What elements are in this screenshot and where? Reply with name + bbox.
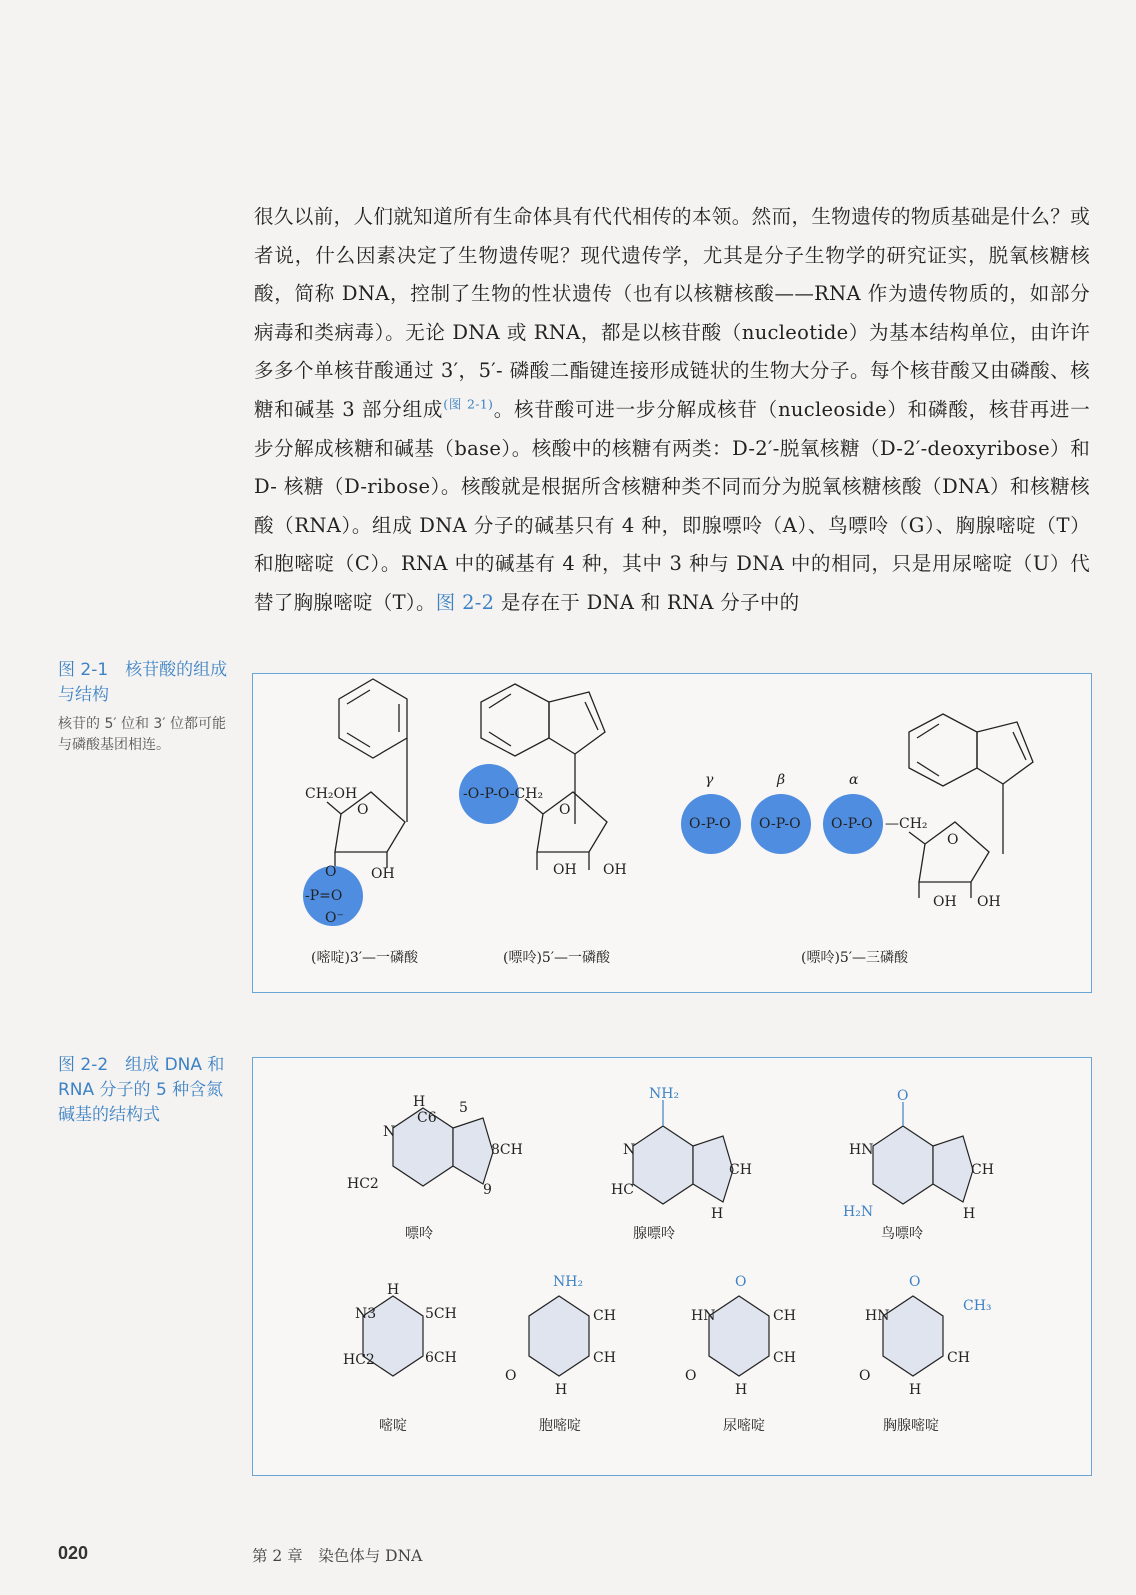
uracil-structure [685,1274,796,1398]
thymine-hn: HN [865,1308,890,1324]
adenine-structure [611,1086,752,1222]
phosphate-gamma-text: O-P-O [689,816,731,832]
oh-label-3: OH [603,862,627,878]
purine-hc2: HC2 [347,1176,379,1192]
cytosine-ch2: CH [593,1350,616,1366]
purine-5: 5 [459,1100,468,1116]
cytosine-ch1: CH [593,1308,616,1324]
nitrogenous-bases-diagram [253,1058,1091,1475]
guanine-ch: CH [971,1162,994,1178]
phosphate-alpha-text: O-P-O [831,816,873,832]
guanine-label: 鸟嘌呤 [881,1226,923,1242]
guanine-hn: HN [849,1142,874,1158]
gamma-label: γ [705,772,714,788]
purine-structure [347,1094,523,1198]
sugar-o-label-2: O [559,802,571,818]
caption-purine-5-monophosphate: (嘌呤)5′—一磷酸 [503,950,611,966]
figure-reference-link[interactable]: 图 2-2 [435,590,495,614]
indene-ring-3 [909,714,977,786]
oh-label-5: OH [977,894,1001,910]
uracil-ch2: CH [773,1350,796,1366]
thymine-structure [859,1274,992,1398]
caption-purine-5-triphosphate: (嘌呤)5′—三磷酸 [801,950,909,966]
p-eq-o-label: -P=O [305,888,343,904]
cytosine-nh2: NH₂ [553,1274,584,1290]
pyrimidine-5ch: 5CH [425,1306,457,1322]
adenine-label: 腺嘌呤 [633,1226,675,1242]
pyrimidine-label: 嘧啶 [379,1418,407,1434]
indene-ring-2 [481,684,549,756]
cytosine-label: 胞嘧啶 [539,1418,581,1434]
pyrimidine-n3: N3 [355,1306,377,1322]
pyrimidine-6ch: 6CH [425,1350,457,1366]
oh-label-4: OH [933,894,957,910]
o-minus-label-1: O⁻ [325,910,344,926]
ribose-ring-3 [919,822,989,882]
o-label-1: O [325,864,337,880]
figure-2-2-caption [58,1053,230,1128]
purine-c6: C6 [417,1110,437,1126]
pyrimidine-structure [343,1282,457,1376]
cytosine-h: H [555,1382,568,1398]
cytosine-structure [505,1274,616,1398]
guanine-h2n: H₂N [843,1204,874,1220]
adenine-h: H [711,1206,724,1222]
figure-2-2-title: 图 2-2 组成 DNA 和 RNA 分子的 5 种含氮碱基的结构式 [58,1055,225,1125]
uracil-ch1: CH [773,1308,796,1324]
alpha-label: α [849,772,859,788]
purine-9: 9 [483,1182,492,1198]
nucleotide-structures-diagram [253,674,1091,992]
sugar-o-label-3: O [947,832,959,848]
figure-2-1-caption [58,658,230,756]
purine-n1: N [383,1124,396,1140]
caption-pyrimidine-3-monophosphate: (嘧啶)3′—一磷酸 [311,950,419,966]
purine-h: H [413,1094,426,1110]
figure-2-1-note: 核苷的 5′ 位和 3′ 位都可能与磷酸基团相连。 [58,716,226,753]
purine-label: 嘌呤 [405,1226,433,1242]
purine-8ch: 8CH [491,1142,523,1158]
phosphate-beta-text: O-P-O [759,816,801,832]
thymine-o: O [909,1274,921,1290]
uracil-hn: HN [691,1308,716,1324]
cytosine-o: O [505,1368,517,1384]
uracil-label: 尿嘧啶 [723,1418,765,1434]
oh-label-2: OH [553,862,577,878]
guanine-o: O [897,1088,909,1104]
oh-label-1: OH [371,866,395,882]
adenine-n: N [623,1142,636,1158]
adenine-hc: HC [611,1182,634,1198]
thymine-label: 胸腺嘧啶 [883,1418,939,1434]
sugar-o-label: O [357,802,369,818]
thymine-h: H [909,1382,922,1398]
uracil-o2: O [685,1368,697,1384]
beta-label: β [777,772,786,788]
pyrimidine-h: H [387,1282,400,1298]
ch2oh-label: CH₂OH [305,786,358,802]
dash-ch2-label: —CH₂ [885,816,928,832]
figure-2-1-title: 图 2-1 核苷酸的组成与结构 [58,660,228,705]
chapter-footer: 第 2 章 染色体与 DNA [252,1547,423,1565]
figure-2-1-box [252,673,1092,993]
pyrimidine-hc2: HC2 [343,1352,375,1368]
benzene-ring-1 [339,679,407,758]
phosphate-ch2-label: -O-P-O-CH₂ [463,786,544,802]
adenine-ch: CH [729,1162,752,1178]
uracil-o: O [735,1274,747,1290]
guanine-h: H [963,1206,976,1222]
thymine-ch3: CH₃ [963,1298,992,1314]
figure-citation[interactable]: (图 2-1) [443,396,494,412]
body-text-2: 。核苷酸可进一步分解成核苷（nucleoside）和磷酸，核苷再进一步分解成核糖和碱基（base）。核酸中的核糖有两类：D-2′-脱氧核糖（D-2′-deoxyribose）和 D- 核糖（D-ribose）。核酸就是根据所含核糖种类不同而分为脱氧核糖核酸（DNA）和核糖核酸（RNA）。组成 DNA 分子的碱基只有 4 种，即腺嘌呤（A）、鸟嘌呤（G）、胸腺嘧啶（T）和胞嘧啶（C）。RNA 中的碱基有 4 种，其中 3 种与 DNA 中的相同，只是用尿嘧啶（U）代替了胸腺嘧啶（T）。 [254,397,1090,614]
thymine-ch: CH [947,1350,970,1366]
uracil-h: H [735,1382,748,1398]
figure-2-2-box [252,1057,1092,1476]
adenine-nh2: NH₂ [649,1086,680,1102]
thymine-o2: O [859,1368,871,1384]
body-text-3: 是存在于 DNA 和 RNA 分子中的 [494,590,800,614]
page-number: 020 [58,1543,89,1563]
guanine-structure [843,1088,994,1222]
ribose-ring-2 [537,792,607,852]
body-text-1: 很久以前，人们就知道所有生命体具有代代相传的本领。然而，生物遗传的物质基础是什么？或者说，什么因素决定了生物遗传呢？现代遗传学，尤其是分子生物学的研究证实，脱氧核糖核酸，简称 DNA，控制了生物的性状遗传（也有以核糖核酸——RNA 作为遗传物质的，如部分病毒和类病毒）。无论 DNA 或 RNA，都是以核苷酸（nucleotide）为基本结构单位，由许许多多个单核苷酸通过 3′，5′- 磷酸二酯键连接形成链状的生物大分子。每个核苷酸又由磷酸、核糖和碱基 3 部分组成 [254,205,1090,421]
body-paragraph [254,198,1090,623]
